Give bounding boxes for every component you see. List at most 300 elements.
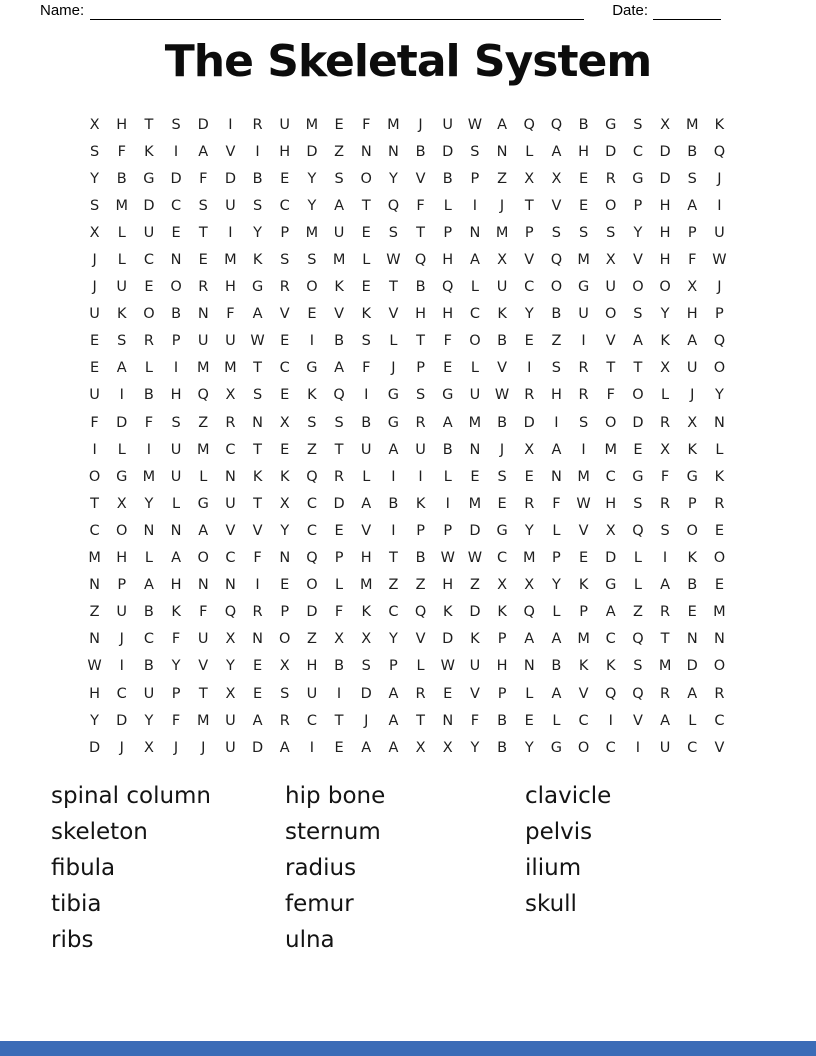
grid-letter: A [469, 252, 480, 269]
grid-letter: W [250, 333, 265, 350]
word-list-item: ulna [285, 927, 335, 953]
grid-letter: I [554, 414, 559, 431]
grid-letter: S [551, 224, 562, 241]
grid-letter: H [578, 143, 590, 160]
grid-letter: H [279, 143, 291, 160]
grid-letter: E [89, 360, 100, 377]
grid-letter: I [527, 360, 532, 377]
grid-letter: B [252, 170, 263, 187]
grid-letter: V [361, 522, 372, 539]
grid-letter: B [143, 658, 154, 675]
grid-letter: O [632, 387, 644, 404]
grid-letter: F [552, 495, 561, 512]
grid-letter: B [415, 143, 426, 160]
grid-letter: O [686, 522, 698, 539]
grid-letter: M [468, 414, 482, 431]
grid-letter: W [440, 658, 455, 675]
grid-letter: C [714, 712, 725, 729]
grid-letter: A [116, 360, 127, 377]
grid-letter: U [496, 279, 508, 296]
grid-letter: S [578, 224, 589, 241]
grid-letter: N [224, 577, 236, 594]
grid-letter: Q [605, 685, 617, 702]
grid-letter: M [332, 252, 346, 269]
grid-letter: I [119, 387, 124, 404]
grid-letter: G [632, 170, 644, 187]
grid-letter: U [225, 197, 236, 214]
grid-letter: K [687, 550, 697, 567]
grid-letter: I [391, 468, 396, 485]
grid-letter: P [443, 224, 453, 241]
grid-letter: P [280, 224, 290, 241]
grid-letter: X [415, 739, 426, 756]
grid-letter: O [713, 550, 726, 567]
grid-letter: K [714, 468, 725, 485]
grid-letter: X [605, 252, 616, 269]
grid-letter: C [687, 739, 698, 756]
grid-letter: J [391, 360, 396, 377]
grid-letter: O [550, 279, 563, 296]
grid-letter: E [470, 468, 480, 485]
grid-letter: V [198, 658, 209, 675]
grid-letter: Y [225, 658, 235, 675]
grid-letter: S [551, 360, 562, 377]
grid-letter: O [360, 170, 372, 187]
grid-letter: X [279, 495, 290, 512]
grid-letter: G [605, 577, 617, 594]
grid-letter: I [635, 739, 641, 756]
grid-letter: K [578, 577, 589, 594]
grid-letter: M [577, 631, 590, 648]
grid-letter: B [687, 143, 698, 160]
grid-letter: H [496, 658, 508, 675]
grid-letter: R [252, 604, 263, 621]
grid-letter: S [89, 197, 100, 214]
grid-letter: U [143, 224, 155, 241]
grid-letter: K [116, 306, 127, 323]
grid-letter: U [605, 279, 617, 296]
grid-letter: Z [198, 414, 209, 431]
grid-letter: M [224, 252, 237, 269]
grid-letter: T [334, 712, 344, 729]
grid-letter: U [469, 387, 481, 404]
grid-letter: V [551, 197, 562, 214]
grid-letter: F [362, 116, 371, 133]
grid-letter: P [171, 333, 181, 350]
grid-letter: L [633, 550, 642, 567]
grid-letter: X [497, 577, 508, 594]
grid-letter: V [632, 712, 643, 729]
grid-letter: H [170, 577, 182, 594]
grid-letter: S [307, 252, 317, 269]
grid-letter: F [171, 631, 181, 648]
grid-letter: Y [171, 658, 181, 675]
grid-letter: C [116, 685, 127, 702]
grid-letter: S [415, 387, 426, 404]
grid-letter: U [170, 468, 182, 485]
grid-letter: D [469, 522, 481, 539]
grid-letter: S [334, 170, 344, 187]
grid-letter: E [334, 116, 344, 133]
grid-letter: L [525, 685, 534, 702]
grid-letter: D [116, 712, 128, 729]
grid-letter: G [632, 468, 644, 485]
grid-letter: A [524, 631, 535, 648]
grid-letter: A [442, 414, 453, 431]
grid-letter: C [469, 306, 480, 323]
grid-letter: M [495, 224, 509, 241]
grid-letter: I [255, 577, 260, 594]
grid-letter: U [333, 224, 345, 241]
grid-letter: I [717, 197, 722, 214]
grid-letter: N [442, 712, 454, 729]
grid-letter: Q [550, 116, 563, 133]
grid-letter: O [279, 631, 291, 648]
grid-letter: Z [306, 631, 317, 648]
grid-letter: H [170, 387, 182, 404]
grid-letter: P [687, 495, 697, 512]
grid-letter: B [687, 577, 698, 594]
grid-letter: J [690, 387, 695, 404]
grid-letter: B [551, 658, 562, 675]
grid-letter: P [334, 550, 344, 567]
grid-letter: F [688, 252, 697, 269]
grid-letter: L [525, 143, 534, 160]
grid-letter: K [307, 387, 317, 404]
grid-letter: X [116, 495, 127, 512]
grid-letter: D [224, 170, 236, 187]
grid-letter: P [416, 360, 425, 377]
grid-letter: E [307, 306, 317, 323]
grid-letter: N [550, 468, 562, 485]
date-label: Date: [612, 2, 649, 19]
grid-letter: F [199, 170, 208, 187]
grid-letter: P [497, 631, 507, 648]
grid-letter: X [442, 739, 453, 756]
grid-letter: A [687, 333, 698, 350]
grid-letter: K [442, 604, 453, 621]
grid-letter: N [89, 631, 100, 648]
grid-letter: U [89, 306, 100, 323]
grid-letter: N [197, 577, 209, 594]
grid-letter: H [224, 279, 236, 296]
grid-letter: R [143, 333, 154, 350]
grid-letter: E [714, 522, 724, 539]
grid-letter: I [228, 116, 233, 133]
grid-letter: U [360, 441, 372, 458]
grid-letter: E [524, 468, 534, 485]
grid-letter: H [442, 252, 454, 269]
header [40, 1, 737, 20]
grid-letter: L [661, 387, 670, 404]
grid-letter: Z [469, 577, 480, 594]
grid-letter: Y [524, 739, 534, 756]
grid-letter: K [334, 279, 344, 296]
grid-letter: R [714, 685, 725, 702]
grid-letter: O [88, 468, 101, 485]
word-list-item: hip bone [285, 783, 386, 809]
grid-letter: M [359, 577, 373, 594]
grid-letter: T [524, 197, 534, 214]
grid-letter: E [252, 658, 263, 675]
grid-letter: L [552, 522, 561, 539]
grid-letter: G [306, 360, 318, 377]
grid-letter: L [117, 252, 126, 269]
grid-letter: L [144, 550, 153, 567]
grid-letter: A [171, 550, 182, 567]
grid-letter: R [605, 170, 616, 187]
grid-letter: O [632, 279, 644, 296]
grid-letter: M [713, 604, 726, 621]
grid-letter: S [89, 143, 100, 160]
grid-letter: W [467, 550, 483, 567]
word-list-item: ribs [51, 927, 94, 953]
grid-letter: Q [224, 604, 237, 621]
grid-letter: D [632, 414, 644, 431]
grid-letter: D [469, 604, 481, 621]
grid-letter: M [577, 252, 590, 269]
grid-letter: X [143, 739, 154, 756]
grid-letter: C [306, 522, 317, 539]
word-list-item: skeleton [51, 819, 148, 845]
grid-letter: A [198, 522, 209, 539]
grid-letter: A [551, 631, 562, 648]
grid-letter: Y [660, 306, 670, 323]
grid-letter: P [633, 197, 643, 214]
grid-letter: I [662, 550, 668, 567]
grid-letter: F [470, 712, 480, 729]
grid-letter: K [660, 333, 670, 350]
grid-letter: S [280, 685, 290, 702]
grid-letter: J [201, 739, 206, 756]
grid-letter: N [143, 522, 155, 539]
grid-letter: F [117, 143, 126, 160]
grid-letter: V [415, 170, 426, 187]
grid-letter: E [633, 441, 643, 458]
grid-letter: L [416, 658, 425, 675]
grid-letter: R [252, 116, 263, 133]
grid-letter: R [279, 712, 290, 729]
grid-letter: J [717, 279, 722, 296]
grid-letter: G [550, 739, 563, 756]
grid-letter: K [252, 468, 263, 485]
grid-letter: E [578, 197, 589, 214]
grid-letter: A [198, 143, 209, 160]
grid-letter: X [497, 252, 508, 269]
grid-letter: M [196, 712, 210, 729]
grid-letter: Z [415, 577, 426, 594]
grid-letter: U [89, 387, 100, 404]
grid-letter: X [660, 360, 671, 377]
grid-letter: S [687, 170, 697, 187]
word-list-item: skull [525, 891, 577, 917]
grid-letter: O [605, 306, 617, 323]
grid-letter: V [632, 252, 643, 269]
grid-letter: Y [551, 577, 561, 594]
grid-letter: X [225, 685, 236, 702]
grid-letter: J [119, 631, 124, 648]
grid-letter: H [442, 306, 454, 323]
grid-letter: M [196, 441, 210, 458]
grid-letter: K [497, 306, 507, 323]
grid-letter: K [497, 604, 507, 621]
grid-letter: A [143, 577, 154, 594]
grid-letter: K [171, 604, 181, 621]
grid-letter: V [225, 522, 236, 539]
grid-letter: E [524, 712, 534, 729]
grid-letter: S [280, 252, 290, 269]
grid-letter: L [633, 577, 642, 594]
grid-letter: P [470, 170, 480, 187]
grid-letter: P [171, 685, 181, 702]
grid-letter: F [171, 712, 181, 729]
grid-letter: E [334, 522, 344, 539]
grid-letter: I [472, 197, 478, 214]
grid-letter: C [171, 197, 182, 214]
grid-letter: N [496, 143, 508, 160]
grid-letter: E [578, 550, 589, 567]
grid-letter: X [334, 631, 345, 648]
word-list-item: femur [285, 891, 354, 917]
grid-letter: L [172, 495, 181, 512]
grid-letter: R [660, 604, 671, 621]
grid-letter: B [442, 170, 453, 187]
grid-letter: K [687, 441, 697, 458]
grid-letter: Y [524, 522, 534, 539]
grid-letter: U [143, 685, 155, 702]
word-list-item: radius [285, 855, 357, 881]
grid-letter: C [225, 550, 236, 567]
grid-letter: T [253, 495, 262, 512]
grid-letter: U [686, 360, 698, 377]
grid-letter: M [115, 197, 128, 214]
grid-letter: L [117, 441, 126, 458]
grid-letter: G [442, 387, 454, 404]
grid-letter: C [279, 360, 290, 377]
grid-letter: A [361, 739, 372, 756]
grid-letter: Q [713, 143, 726, 160]
grid-letter: D [116, 414, 128, 431]
grid-letter: Z [89, 604, 100, 621]
grid-letter: G [387, 414, 400, 431]
grid-letter: E [443, 360, 453, 377]
grid-letter: X [89, 224, 100, 241]
grid-letter: V [334, 306, 345, 323]
grid-letter: B [143, 604, 154, 621]
grid-letter: T [606, 360, 616, 377]
word-list-item: sternum [285, 819, 381, 845]
grid-letter: S [361, 658, 371, 675]
grid-letter: Y [90, 170, 99, 187]
grid-letter: N [197, 306, 209, 323]
grid-letter: W [87, 658, 102, 675]
grid-letter: B [388, 495, 399, 512]
grid-letter: H [442, 577, 454, 594]
grid-letter: Y [307, 197, 317, 214]
grid-letter: S [252, 387, 263, 404]
grid-letter: O [605, 197, 617, 214]
grid-letter: Q [523, 116, 535, 133]
grid-letter: L [443, 468, 452, 485]
grid-letter: X [279, 658, 290, 675]
grid-letter: R [578, 387, 589, 404]
grid-letter: M [224, 360, 237, 377]
grid-letter: R [660, 685, 671, 702]
grid-letter: W [712, 252, 727, 269]
grid-letter: N [387, 143, 399, 160]
grid-letter: N [713, 631, 725, 648]
grid-letter: O [469, 333, 481, 350]
grid-letter: U [225, 495, 236, 512]
grid-letter: B [442, 441, 453, 458]
grid-letter: K [605, 658, 616, 675]
grid-letter: A [388, 685, 399, 702]
grid-letter: Q [632, 522, 644, 539]
grid-letter: G [251, 279, 264, 296]
grid-letter: J [92, 279, 97, 296]
grid-letter: B [578, 116, 589, 133]
grid-letter: M [577, 468, 590, 485]
grid-letter: A [388, 712, 399, 729]
grid-letter: O [306, 279, 318, 296]
grid-letter: W [576, 495, 591, 512]
grid-letter: S [633, 306, 643, 323]
grid-letter: H [659, 252, 671, 269]
grid-letter: P [579, 604, 588, 621]
grid-letter: Y [253, 224, 262, 241]
grid-letter: O [605, 414, 617, 431]
grid-letter: A [551, 143, 562, 160]
grid-letter: A [660, 712, 671, 729]
grid-letter: Q [387, 197, 400, 214]
grid-letter: D [659, 143, 671, 160]
grid-letter: H [415, 306, 427, 323]
grid-letter: C [605, 468, 616, 485]
grid-letter: Q [306, 550, 318, 567]
word-list-item: fibula [51, 855, 116, 881]
grid-letter: E [198, 252, 208, 269]
grid-letter: R [415, 685, 426, 702]
grid-letter: L [199, 468, 208, 485]
grid-letter: S [171, 414, 181, 431]
grid-letter: I [581, 441, 586, 458]
grid-letter: P [280, 604, 290, 621]
grid-letter: A [334, 360, 345, 377]
grid-letter: A [605, 604, 616, 621]
grid-letter: G [197, 495, 209, 512]
grid-letter: U [578, 306, 589, 323]
grid-letter: O [577, 739, 590, 756]
grid-letter: W [440, 550, 455, 567]
grid-letter: C [578, 712, 589, 729]
grid-letter: D [143, 197, 155, 214]
grid-letter: I [418, 468, 423, 485]
grid-letter: D [605, 143, 617, 160]
grid-letter: U [116, 604, 128, 621]
grid-letter: D [306, 143, 318, 160]
grid-letter: T [660, 631, 670, 648]
grid-letter: P [416, 522, 425, 539]
grid-letter: M [604, 441, 617, 458]
grid-letter: G [577, 279, 590, 296]
grid-letter: R [660, 495, 671, 512]
grid-letter: L [470, 279, 479, 296]
grid-letter: J [499, 441, 505, 458]
grid-letter: D [442, 143, 454, 160]
grid-letter: U [116, 279, 128, 296]
grid-letter: L [144, 360, 153, 377]
grid-letter: S [606, 224, 616, 241]
